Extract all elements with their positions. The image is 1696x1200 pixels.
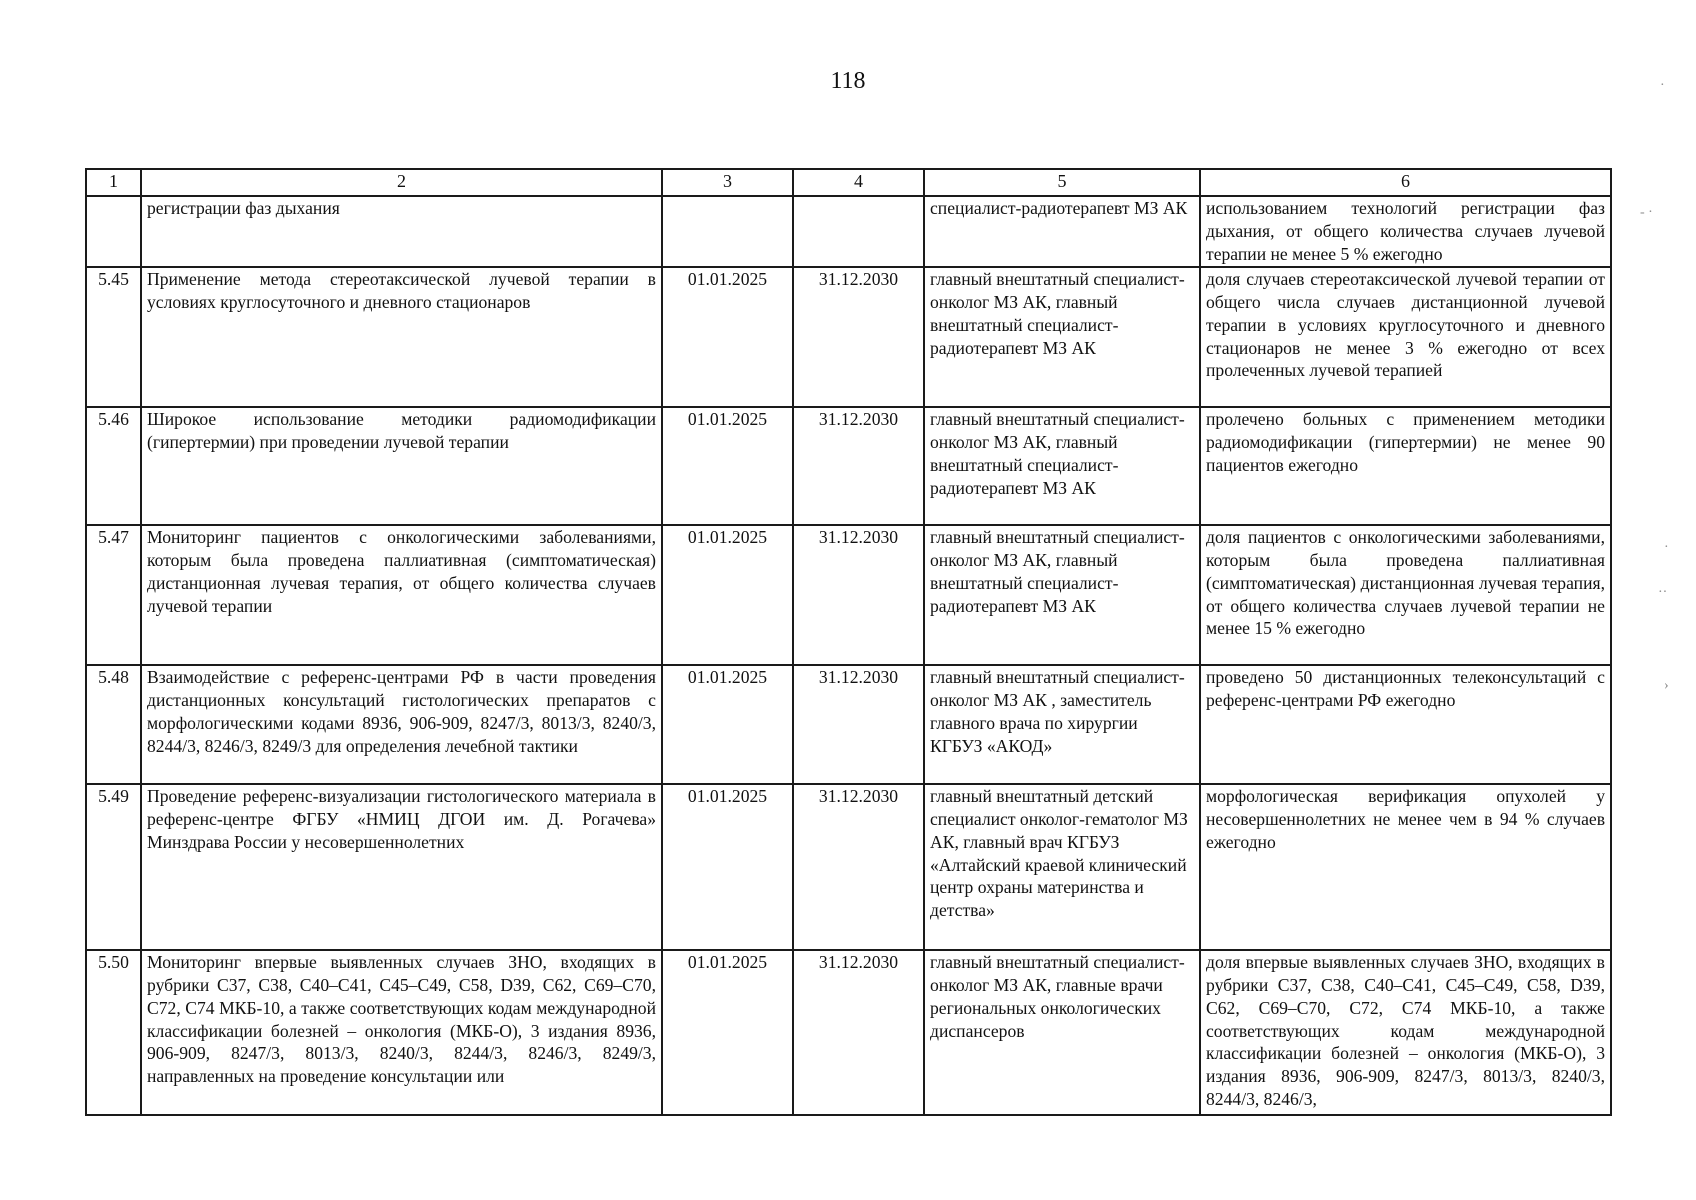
table-row: [86, 407, 1611, 525]
expected-result: использованием технологий регистрации фаз дыхания, от общего количества случаев лучевой терапии не менее 5 % ежегодно: [1200, 196, 1611, 267]
row-number: 5.49: [86, 784, 141, 950]
responsible-party: главный внештатный специалист-онколог МЗ АК , заместитель главного врача по хирургии КГБУЗ «АКОД»: [924, 665, 1200, 784]
expected-result: доля впервые выявленных случаев ЗНО, входящих в рубрики C37, C38, C40–C41, C45–C49, C58, D39, C62, C69–C70, C72, C74 МКБ-10, а также соответствующих кодам международной классификации болезней – онкология (МКБ-О), 3 издания 8936, 906-909, 8247/3, 8013/3, 8240/3, 8244/3, 8246/3,: [1200, 950, 1611, 1115]
end-date: 31.12.2030: [793, 784, 924, 950]
measure-description: Широкое использование методики радиомодификации (гипертермии) при проведении лучевой терапии: [141, 407, 662, 525]
responsible-party: главный внештатный специалист-онколог МЗ АК, главные врачи региональных онкологических диспансеров: [924, 950, 1200, 1115]
end-date: 31.12.2030: [793, 665, 924, 784]
measure-description: Мониторинг пациентов с онкологическими заболеваниями, которым была проведена паллиативная (симптоматическая) дистанционная лучевая терапия, от общего количества случаев лучевой терапии: [141, 525, 662, 665]
column-header-6: 6: [1200, 169, 1611, 196]
end-date: 31.12.2030: [793, 525, 924, 665]
end-date: 31.12.2030: [793, 407, 924, 525]
row-number: 5.50: [86, 950, 141, 1115]
row-number: 5.46: [86, 407, 141, 525]
column-header-3: 3: [662, 169, 793, 196]
column-header-5: 5: [924, 169, 1200, 196]
start-date: 01.01.2025: [662, 525, 793, 665]
row-number: [86, 196, 141, 267]
scan-speck: - ·: [1640, 205, 1653, 220]
scan-speck: ›: [1664, 678, 1669, 693]
expected-result: доля пациентов с онкологическими заболеваниями, которым была проведена паллиативная (симптоматическая) дистанционная лучевая терапия, от общего количества случаев лучевой терапии не менее 15 % ежегодно: [1200, 525, 1611, 665]
expected-result: доля случаев стереотаксической лучевой терапии от общего числа случаев дистанционной лучевой терапии в условиях круглосуточного и дневного стационаров не менее 3 % ежегодно от всех пролеченных лучевой терапией: [1200, 267, 1611, 407]
scan-speck: ··: [1658, 585, 1668, 600]
end-date: 31.12.2030: [793, 267, 924, 407]
column-header-4: 4: [793, 169, 924, 196]
scan-speck: ·: [1664, 540, 1669, 555]
measure-description: Мониторинг впервые выявленных случаев ЗНО, входящих в рубрики C37, C38, C40–C41, C45–C49, C58, D39, C62, C69–C70, C72, C74 МКБ-10, а также соответствующих кодам международной классификации болезней – онкология (МКБ-О), 3 издания 8936, 906-909, 8247/3, 8013/3, 8240/3, 8244/3, 8246/3, 8249/3, направленных на проведение консультации или: [141, 950, 662, 1115]
measure-description: регистрации фаз дыхания: [141, 196, 662, 267]
end-date: 31.12.2030: [793, 950, 924, 1115]
end-date: [793, 196, 924, 267]
measure-description: Взаимодействие с референс-центрами РФ в части проведения дистанционных консультаций гистологических препаратов с морфологическими кодами 8936, 906-909, 8247/3, 8013/3, 8240/3, 8244/3, 8246/3, 8249/3 для определения лечебной тактики: [141, 665, 662, 784]
row-number: 5.45: [86, 267, 141, 407]
scan-speck: ·: [1660, 78, 1665, 93]
responsible-party: главный внештатный специалист-онколог МЗ АК, главный внештатный специалист-радиотерапевт МЗ АК: [924, 525, 1200, 665]
table-header-row: [86, 169, 1611, 196]
table-row: [86, 784, 1611, 950]
measures-table: [85, 168, 1612, 1116]
page-number: 118: [830, 68, 866, 94]
start-date: 01.01.2025: [662, 267, 793, 407]
row-number: 5.48: [86, 665, 141, 784]
table-row: [86, 665, 1611, 784]
expected-result: проведено 50 дистанционных телеконсультаций с референс-центрами РФ ежегодно: [1200, 665, 1611, 784]
table-row: [86, 267, 1611, 407]
table-row: [86, 196, 1611, 267]
table-row: [86, 525, 1611, 665]
start-date: [662, 196, 793, 267]
measure-description: Применение метода стереотаксической лучевой терапии в условиях круглосуточного и дневного стационаров: [141, 267, 662, 407]
expected-result: пролечено больных с применением методики радиомодификации (гипертермии) не менее 90 пациентов ежегодно: [1200, 407, 1611, 525]
column-header-1: 1: [86, 169, 141, 196]
start-date: 01.01.2025: [662, 665, 793, 784]
responsible-party: главный внештатный специалист-онколог МЗ АК, главный внештатный специалист-радиотерапевт МЗ АК: [924, 267, 1200, 407]
row-number: 5.47: [86, 525, 141, 665]
responsible-party: главный внештатный специалист-онколог МЗ АК, главный внештатный специалист-радиотерапевт МЗ АК: [924, 407, 1200, 525]
column-header-2: 2: [141, 169, 662, 196]
expected-result: морфологическая верификация опухолей у несовершеннолетних не менее чем в 94 % случаев ежегодно: [1200, 784, 1611, 950]
start-date: 01.01.2025: [662, 407, 793, 525]
start-date: 01.01.2025: [662, 950, 793, 1115]
start-date: 01.01.2025: [662, 784, 793, 950]
responsible-party: главный внештатный детский специалист онколог-гематолог МЗ АК, главный врач КГБУЗ «Алтайский краевой клинический центр охраны материнства и детства»: [924, 784, 1200, 950]
responsible-party: специалист-радиотерапевт МЗ АК: [924, 196, 1200, 267]
measure-description: Проведение референс-визуализации гистологического материала в референс-центре ФГБУ «НМИЦ ДГОИ им. Д. Рогачева» Минздрава России у несовершеннолетних: [141, 784, 662, 950]
table-row: [86, 950, 1611, 1115]
